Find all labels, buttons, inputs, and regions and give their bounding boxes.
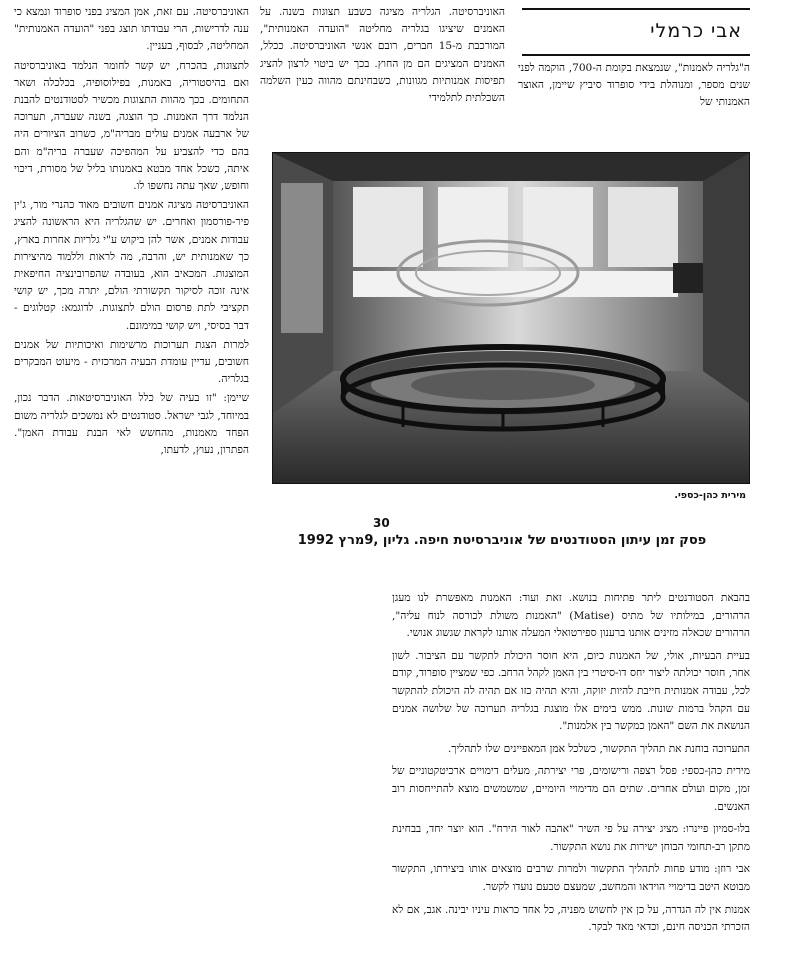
paragraph: בהבאת הסטודנטים ליתר פתיחות בנושא. זאת ועוד: האמנות מאפשרת לנו מעגן הרהורים, במילותיו של מתיס (Matise) "האמנות משולת לכורסה לנוח עליה", הרהורים שכאלה מזינים אותנו ברענון ספירטואלי המעלה אותנו לקראת שגשוג אנושי. [392, 592, 750, 640]
paragraph: האוניברסיטה מציגה אמנים חשובים מאוד כהנרי מור, ג'ין פיר-פורסמון ואחרים. יש שהגלריה היא הראשונה להציג עבודות אמנים, אשר להן ביקוש ע"י גלריות אחרות בארץ, כך שאמנותית יש, והרבה, מה לראות וללמוד מהיצירות המוצגות. המכאיב הוא, בעובדה שהפרובינציה החיפאית אינה זוכה לסיקור תקשורתי הולם, יתרה מכך, יש קושי תקציבי לתת פרסום הולם לתצוגות. לדוגמא: קטלוגים - דבר בסיסי, ויש קושי במימונם. [14, 199, 249, 332]
article-column-bottom [392, 590, 750, 937]
paragraph: ה"גלריה לאמנות", שנמצאת בקומת ה-700, הוקמה לפני שנים מספר, ומנוהלת בידי סופרוד סיביץ שיימן, האוצר האמנותי של [518, 62, 750, 109]
paragraph: בעיית הבעיות, אולי, של האמנות כיום, היא חוסר היכולת לתקשר עם הציבור. לשון אחר, חוסר יכולתה ליצור יחס דו-סיטרי בין האמן לקהל הרחב. כפי שמציין סופרוד, קודם לכל, עבודה אמנותית חייבת להיות יזוקה, והיא תהיה כזו אם תהיה לה היכולת להתקשר עם הקהל ברמות שונות. ממש בימים אלו מוצגת בגלריה תערוכה של שלושה אמנים הנושאת את השם "האמן כמקשר בין אלמנות". [392, 649, 750, 733]
photo-caption: מירית כהן-כספי. [674, 490, 746, 501]
paragraph: לתצוגות, בהכרח, יש קשר לחומר הנלמד באוניברסיטה ואם בהיסטוריה, באמנות, בפילוסופיה, בכלכלה ושאר התחומים. בכך מהוות התצוגות מכשיר לסטודנטים להבנת הנלמד דרך האמנות. כך הוצגה, בשנה שעברה, תערוכה של ארבעה אמנים עולים מבריה"מ, כשרוב הציורים היה בהם כדי להצביע על המהפיכה שעברה בריה"מ והם איתה, כשכל אחד מבטא באמנותו בליל של מסורת, דיכוי וחופש, שאך עתה נחשפו לו. [14, 59, 249, 193]
paragraph: התערוכה בוחנת את תהליך התקשור, כשלכל אמן המאפיינים שלו לתהליך. [447, 742, 750, 755]
page-number: 30 [373, 516, 390, 530]
paragraph: האוניברסיטה. הגלריה מציגה כשבע תצוגות בשנה. על האמנים שיציגו בגלריה מחליטה "הועדה האמנותית", המורכבת מ-15 חברים, רובם אנשי האוניברסיטה. ככלל, האמנים המציגים הם מן החוץ. בכך יש ביטוי לרצון להציג תפיסות אמנותיות מגוונות, כשבחינתם מהווה כעין השלמה השכלתית לתלמידי [260, 6, 505, 105]
publication-footer: פסק זמן עיתון הסטודנטים של אוניברסיטת חיפה. גליון ,9מרץ 1992 [297, 533, 707, 548]
paragraph: בלו-סמיון פיינרו: מציג יצירה על פי השיר "אהבה לאור הירח". הוא יוצר יחד, בבחינת מתקן רב-תחומי הבוחן ישירות את נושא התקשור. [392, 823, 750, 853]
article-column-right [518, 60, 750, 112]
paragraph: אבי רוזן: מודע פחות לתהליך התקשור ולמרות שרבים מוצאים אותו ביצירתו, התקשור מבוטא היטב בדימויי הוידאו והמחשב, שמעצם טבעם נועדו לקשר. [392, 863, 750, 893]
paragraph: מירית כהן-כספי: פסל רצפה ורישומים, פרי יצירתה, מעלים דימויים ארכיטקטוניים של זמן, מקום ועולם אחרים. שתים הם מדימויי היומיים, שמשמשים מוצא להתייחסות רוב האנשים. [392, 765, 750, 813]
author-name: אבי כרמלי [650, 20, 742, 42]
paragraph: אמנות אין לה הגדרה, על כן אין לחשוש מפניה, כל אחד כראות עיניו יבינה. אגב, אם לא הזכרתי הכניסה חינם, וכדאי מאד לבקר. [392, 903, 750, 934]
paragraph: שיימן: "זו בעיה של כלל האוניברסיטאות. הדבר נכון, במיוחד, לגבי ישראל. סטודנטים לא נמשכים לגלריה משום הפחד מאמנות, מהחשש לאי הבנת עבודת האמן". הפתרון, נעוץ, לדעתו, [14, 392, 249, 457]
article-column-middle [260, 4, 505, 107]
author-header [522, 8, 750, 56]
photo-illustration [273, 153, 749, 483]
gallery-installation-photo [272, 152, 750, 484]
paragraph: האוניברסיטה. עם זאת, אמן המציג בפני סופרוד ונמצא כי ענה לדרישות, הרי עבודתו תוצג בפני "הועדה האמנותית" המחליטה, לבסוף, בעניין. [14, 6, 249, 53]
paragraph: למרות הצגת תערוכות מרשימות ואיכותיות של אמנים חשובים, עדיין עומדת הבעיה המרכזית - מיעוט המבקרים בגלריה. [14, 338, 249, 386]
article-column-left [14, 4, 249, 459]
